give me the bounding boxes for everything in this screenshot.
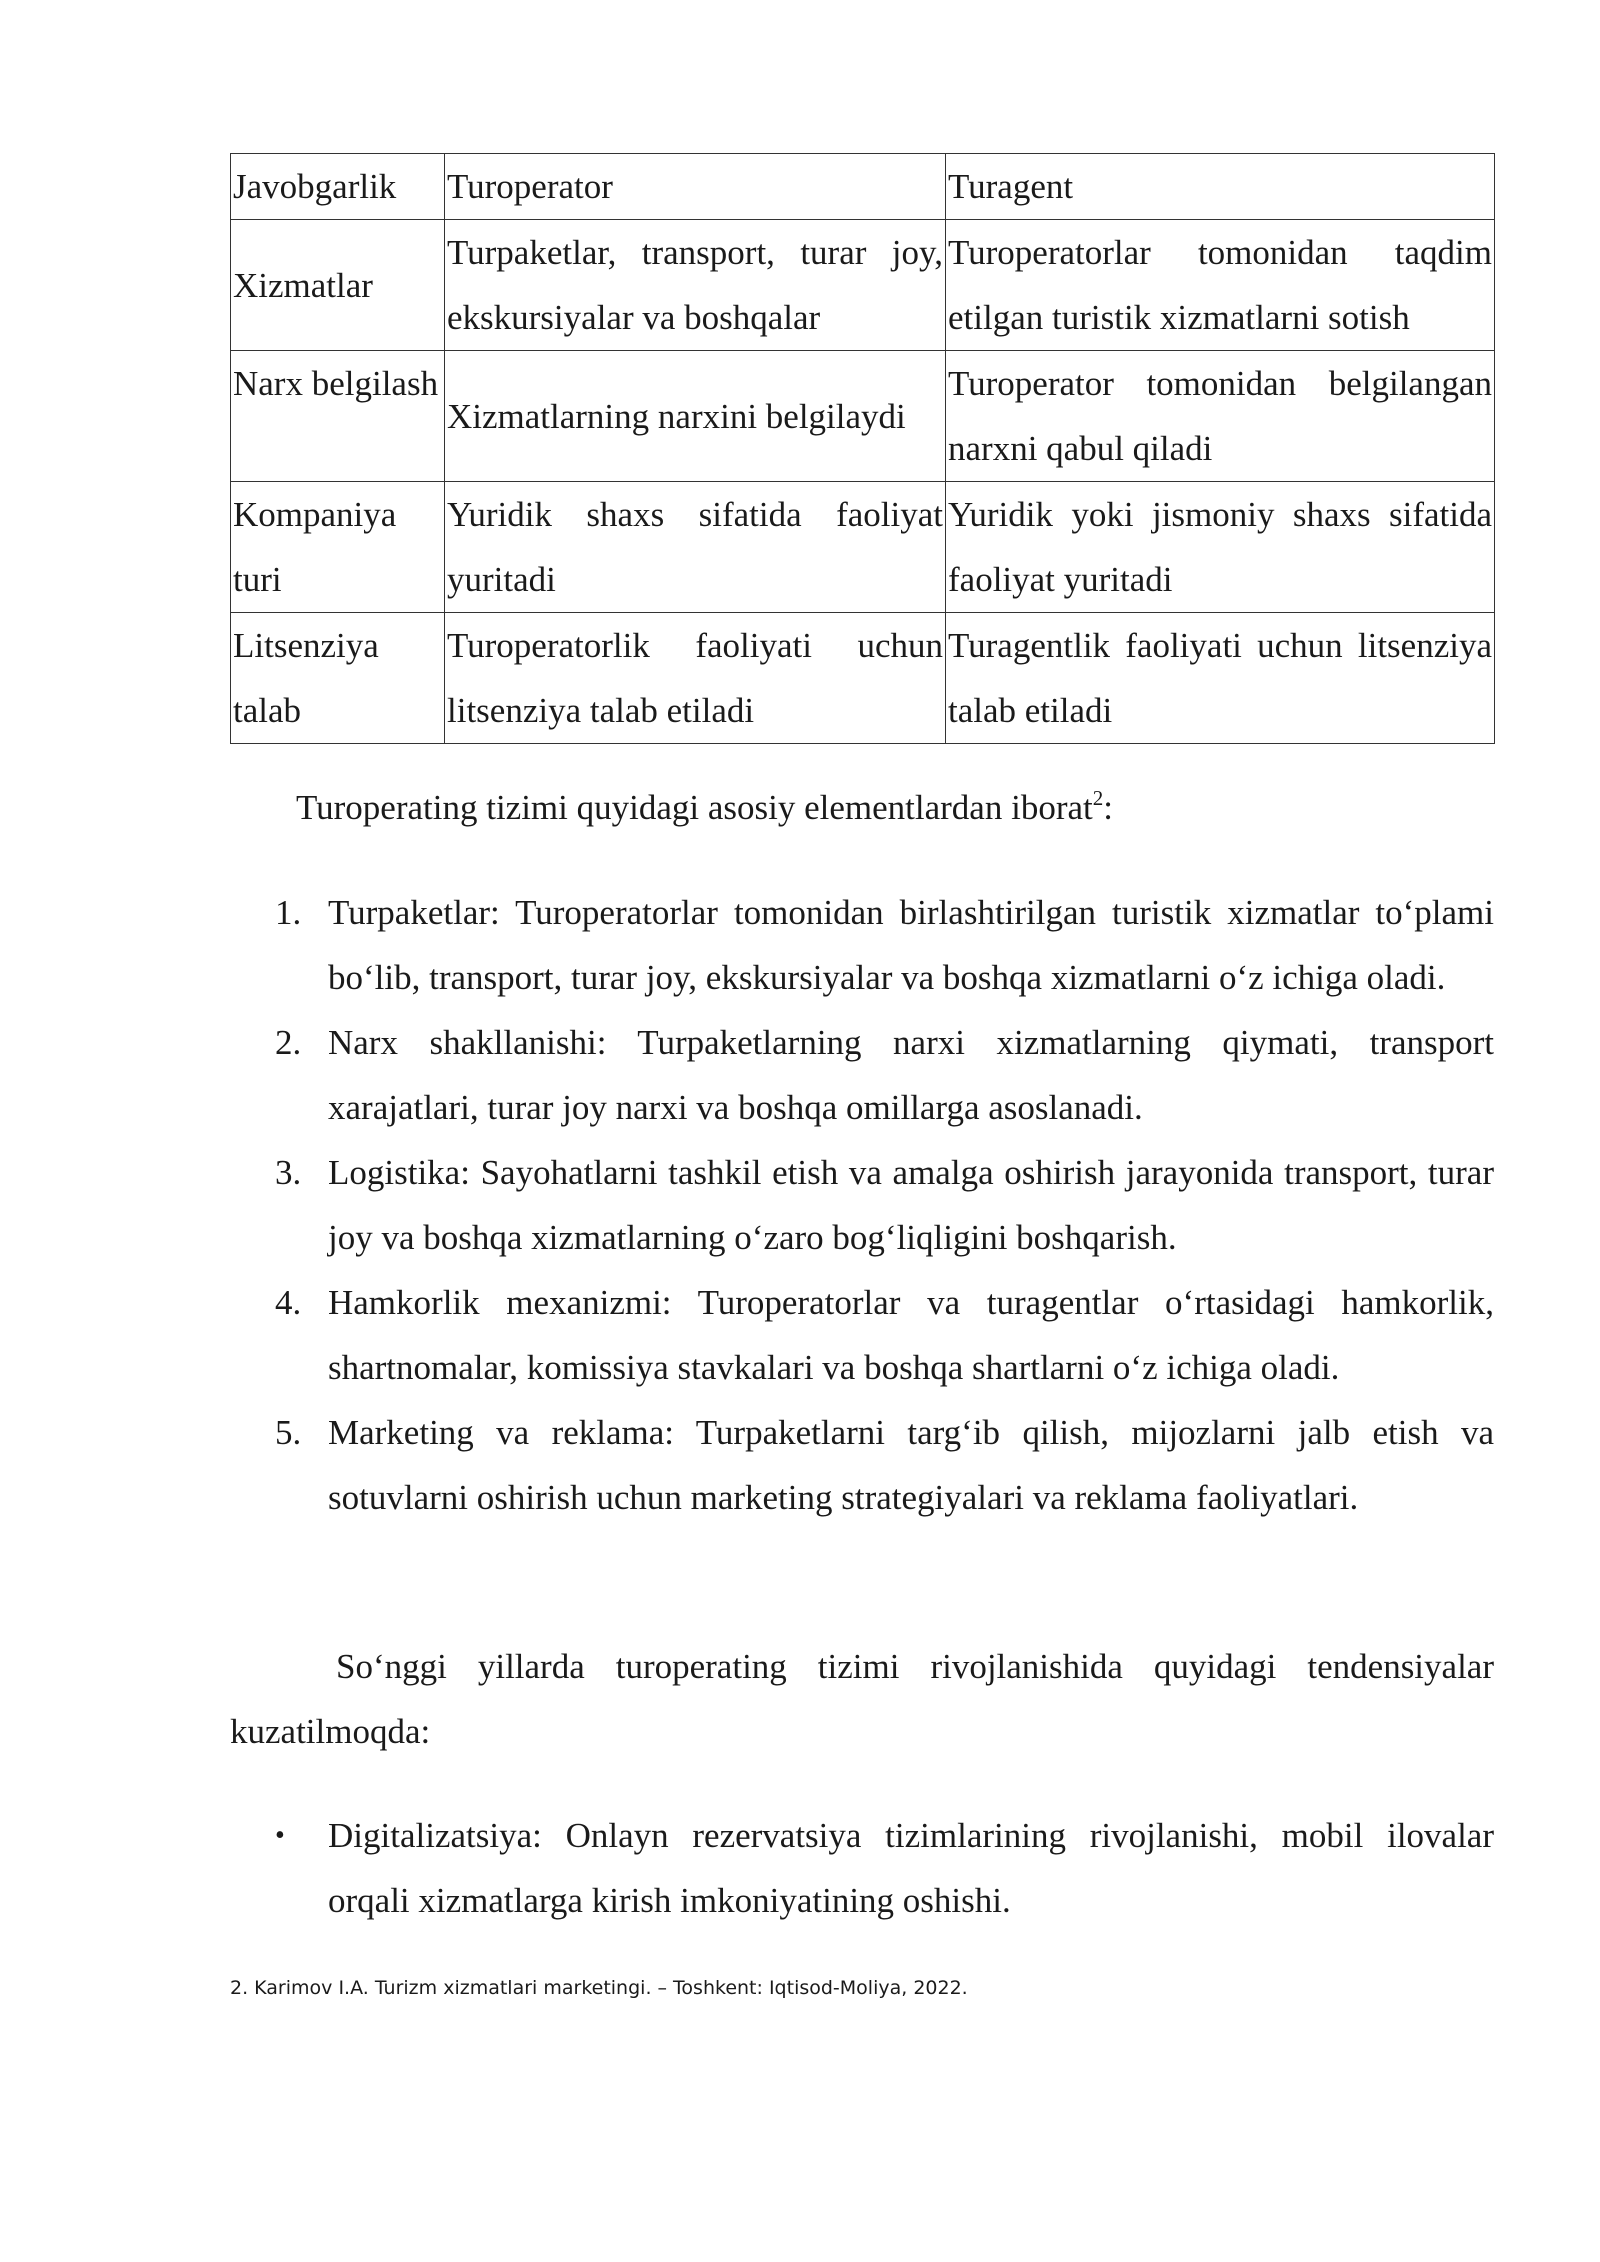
list-item [230, 880, 1494, 1010]
list-item [230, 1010, 1494, 1140]
header-cell: Turoperator [445, 154, 946, 220]
table-cell: Litsenziya talab [231, 613, 445, 744]
list-number: 3. [275, 1153, 302, 1192]
list-item [230, 1803, 1494, 1933]
table-header-row [231, 154, 1495, 220]
table-cell: Xizmatlar [231, 220, 445, 351]
table-cell: Xizmatlarning narxini belgilaydi [445, 351, 946, 482]
list-item-text: Narx shakllanishi: Turpaketlarning narxi xizmatlarning qiymati, transport xarajatlari, turar joy narxi va boshqa omillarga asoslanadi. [328, 1023, 1494, 1127]
table-cell: Narx belgilash [231, 351, 445, 482]
list-item [230, 1400, 1494, 1530]
table-cell: Kompaniya turi [231, 482, 445, 613]
table-cell: Turoperatorlar tomonidan taqdim etilgan turistik xizmatlarni sotish [946, 220, 1495, 351]
header-cell: Turagent [946, 154, 1495, 220]
intro-text: Turoperating tizimi quyidagi asosiy elementlardan iborat [296, 788, 1093, 827]
elements-list [230, 880, 1494, 1530]
list-number: 2. [275, 1023, 302, 1062]
table-cell: Yuridik yoki jismoniy shaxs sifatida faoliyat yuritadi [946, 482, 1495, 613]
list-number: 1. [275, 893, 302, 932]
list-item-text: Marketing va reklama: Turpaketlarni targ‘ib qilish, mijozlarni jalb etish va sotuvlarni oshirish uchun marketing strategiyalari va reklama faoliyatlari. [328, 1413, 1494, 1517]
list-item-text: Turpaketlar: Turoperatorlar tomonidan birlashtirilgan turistik xizmatlar to‘plami bo‘lib, transport, turar joy, ekskursiyalar va boshqa xizmatlarni o‘z ichiga oladi. [328, 893, 1494, 997]
table-row [231, 613, 1495, 744]
table-row [231, 482, 1495, 613]
list-item-text: Logistika: Sayohatlarni tashkil etish va amalga oshirish jarayonida transport, turar joy va boshqa xizmatlarning o‘zaro bog‘liqligini boshqarish. [328, 1153, 1494, 1257]
table-row [231, 351, 1495, 482]
trends-intro-paragraph: So‘nggi yillarda turoperating tizimi rivojlanishida quyidagi tendensiyalar kuzatilmoqda: [230, 1647, 1494, 1751]
table-cell: Yuridik shaxs sifatida faoliyat yuritadi [445, 482, 946, 613]
list-item-text: Hamkorlik mexanizmi: Turoperatorlar va turagentlar o‘rtasidagi hamkorlik, shartnomalar, komissiya stavkalari va boshqa shartlarni o‘z ichiga oladi. [328, 1283, 1494, 1387]
list-item [230, 1140, 1494, 1270]
list-number: 5. [275, 1413, 302, 1452]
table-cell: Turoperator tomonidan belgilangan narxni qabul qiladi [946, 351, 1495, 482]
table-row [231, 220, 1495, 351]
table-cell: Turoperatorlik faoliyati uchun litsenziya talab etiladi [445, 613, 946, 744]
footnote-reference: 2 [1092, 786, 1104, 810]
table-cell: Turpaketlar, transport, turar joy, ekskursiyalar va boshqalar [445, 220, 946, 351]
comparison-table [230, 153, 1495, 744]
list-number: 4. [275, 1283, 302, 1322]
table-cell: Turagentlik faoliyati uchun litsenziya talab etiladi [946, 613, 1495, 744]
bullet-icon: • [275, 1820, 285, 1851]
list-item [230, 1270, 1494, 1400]
elements-intro-paragraph [296, 775, 1494, 840]
header-cell: Javobgarlik [231, 154, 445, 220]
intro-suffix: : [1103, 788, 1113, 827]
list-item-text: Digitalizatsiya: Onlayn rezervatsiya tizimlarining rivojlanishi, mobil ilovalar orqali xizmatlarga kirish imkoniyatining oshishi. [328, 1816, 1494, 1920]
trends-list [230, 1803, 1494, 1933]
footnote: 2. Karimov I.A. Turizm xizmatlari marketingi. – Toshkent: Iqtisod-Moliya, 2022. [230, 1977, 968, 1999]
